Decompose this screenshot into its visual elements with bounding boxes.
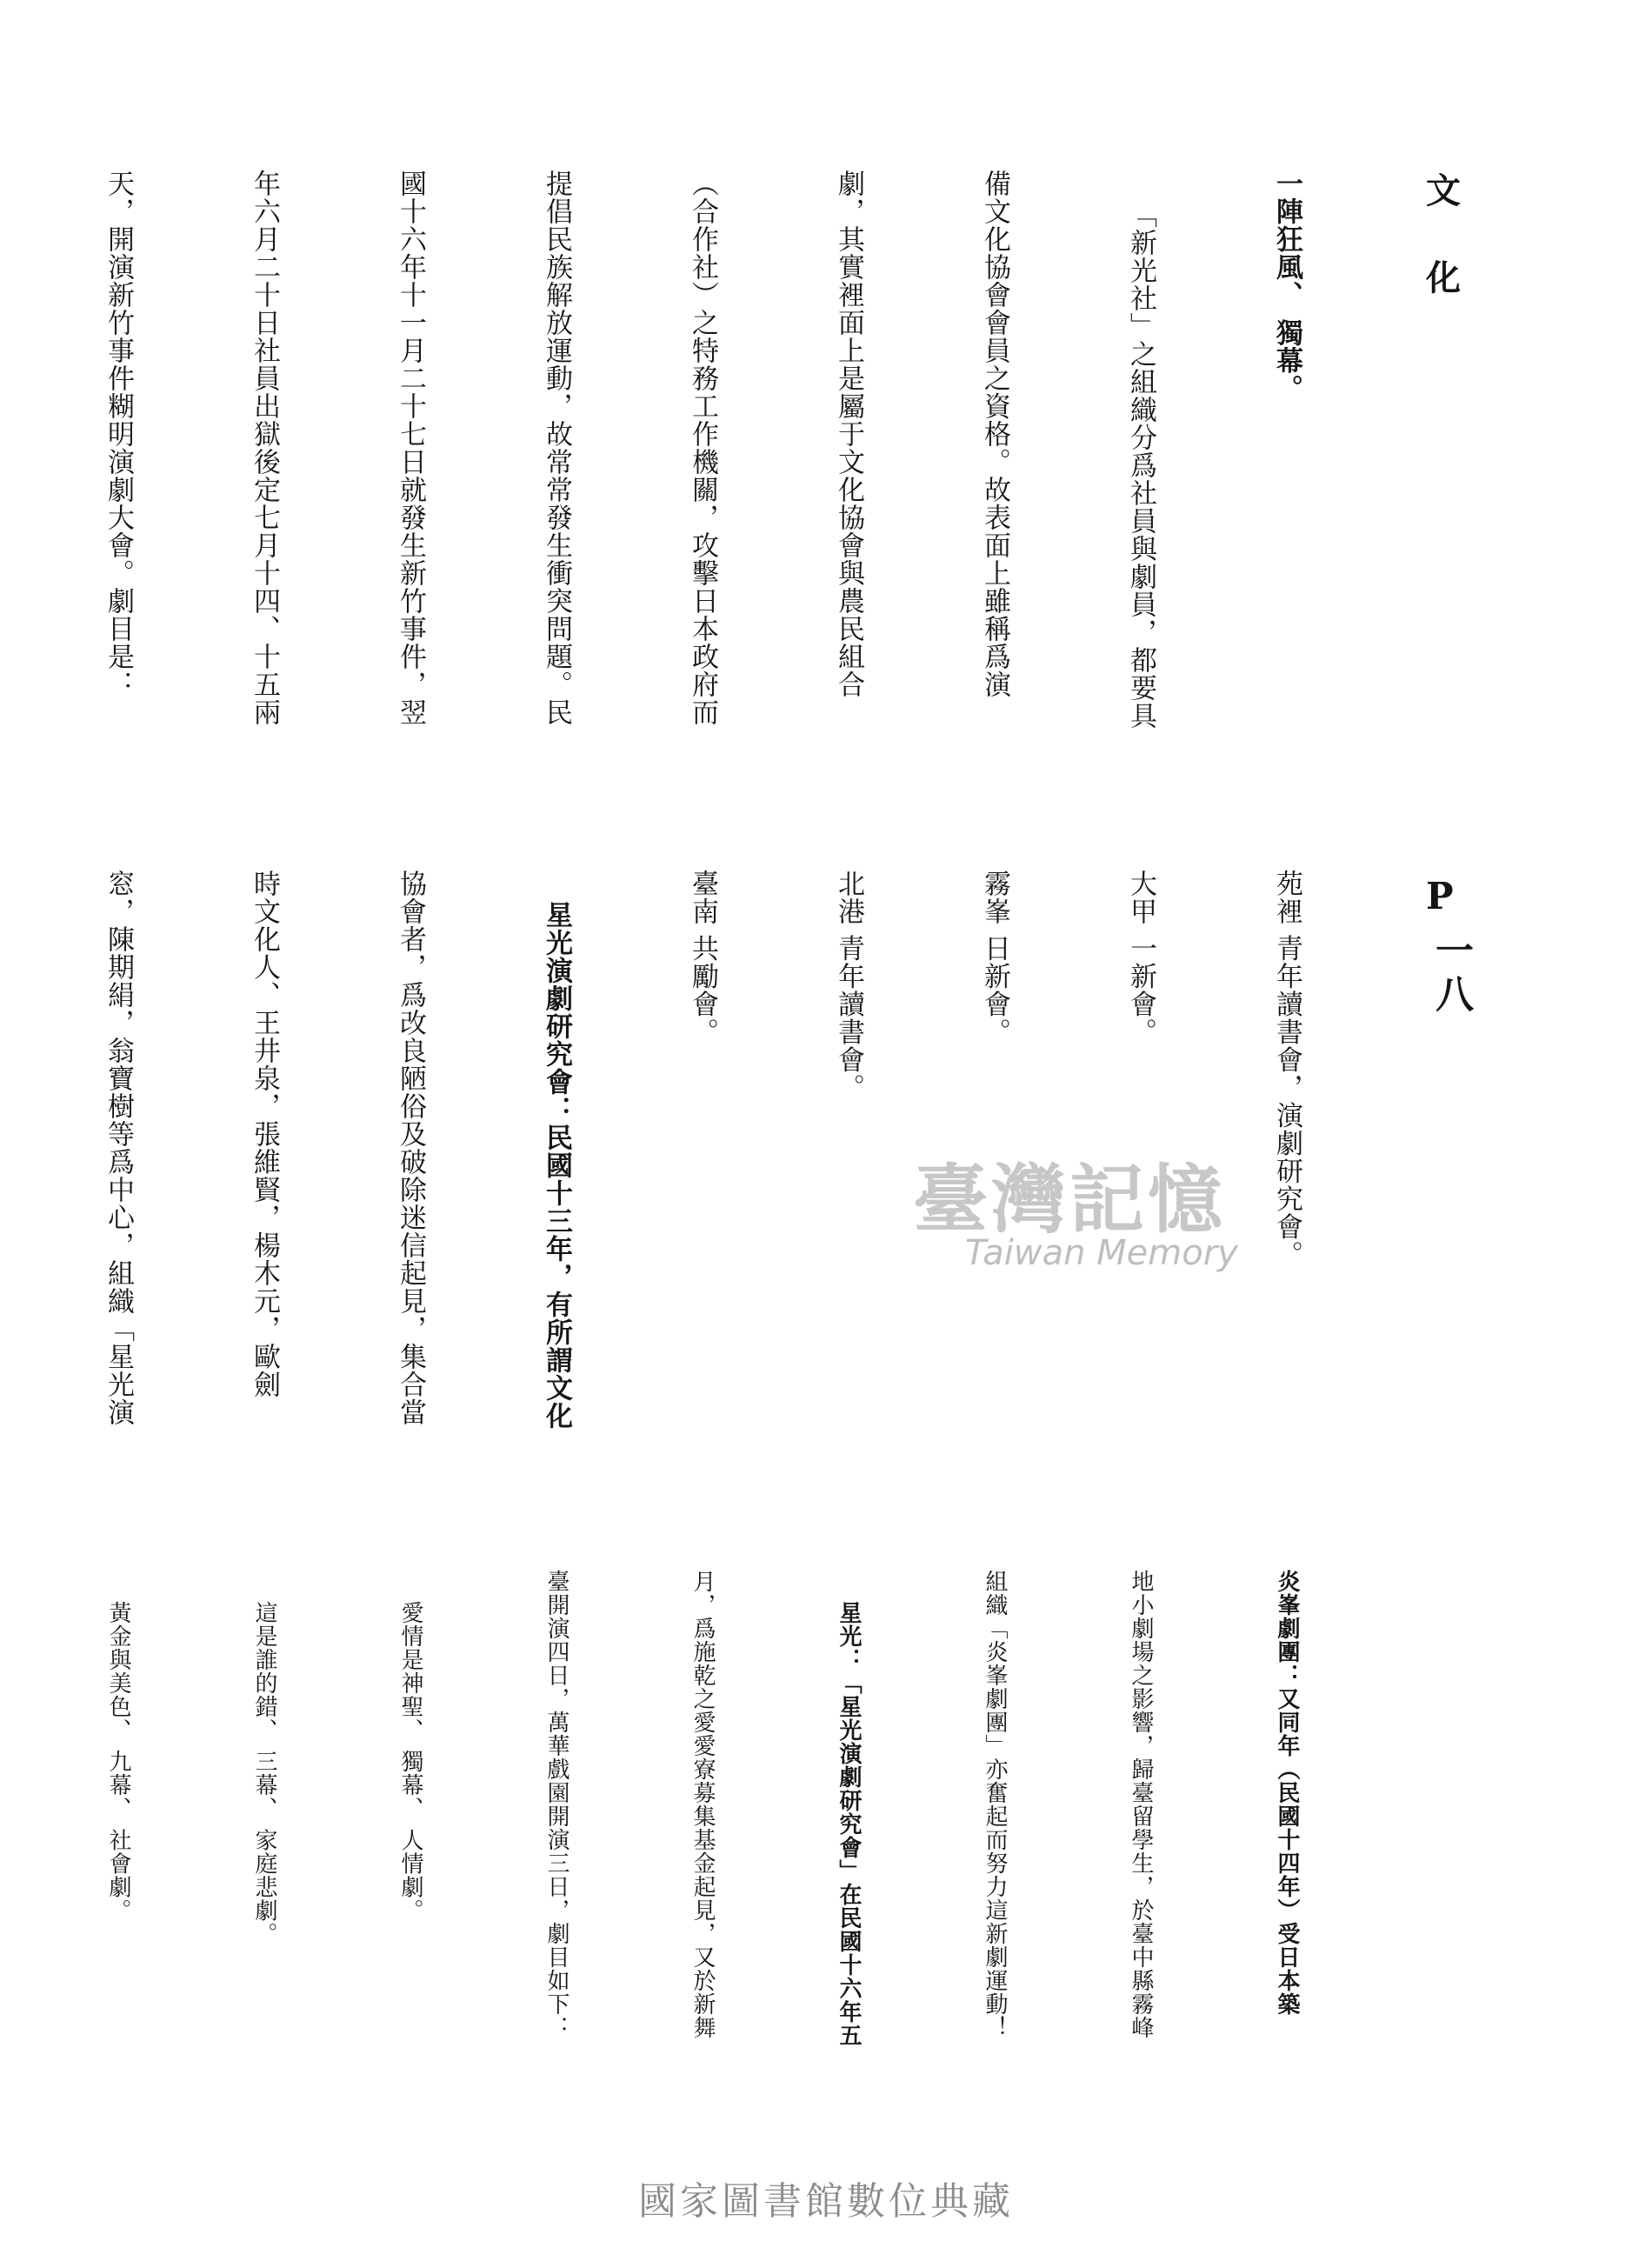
watermark-chinese-text: 臺灣記憶 <box>913 1156 1226 1244</box>
text-line: 時文化人、王井泉，張維賢，楊木元，歐劍 <box>249 870 280 1398</box>
text-line: 大甲 一新會。 <box>1125 870 1156 1046</box>
text-line: 星光演劇研究會：民國十三年，有所謂文化 <box>541 901 572 1430</box>
text-line: 年六月二十日社員出獄後定七月十四、十五兩 <box>249 170 280 726</box>
running-header-culture-1: 文 <box>1426 170 1461 211</box>
watermark-english-text: Taiwan Memory <box>965 1233 1238 1273</box>
section-new-light-society <box>103 170 1409 839</box>
text-line: 這是誰的錯、 三幕、 家庭悲劇。 <box>251 1601 277 1946</box>
text-line: 愛情是神聖、 獨幕、 人情劇。 <box>397 1601 423 1923</box>
text-line: 國十六年十一月二十七日就發生新竹事件，翌 <box>395 170 426 726</box>
page-letter: P <box>1426 875 1454 917</box>
text-line: 協會者，爲改良陋俗及破除迷信起見，集合當 <box>395 870 426 1426</box>
text-line: （合作社）之特務工作機關，攻擊日本政府而 <box>687 170 718 726</box>
section-later-troupes <box>105 1570 1409 2144</box>
text-line: 劇，其實裡面上是屬于文化協會與農民組合 <box>833 170 864 698</box>
text-line: 炎峯劇團：又同年（民國十四年）受日本築 <box>1274 1570 1300 2016</box>
taiwan-memory-watermark <box>913 1139 1287 1287</box>
text-line: 苑裡 青年讀書會，演劇研究會。 <box>1271 870 1302 1269</box>
page-number: 一八 <box>1429 930 1473 1017</box>
text-line: 「新光社」之組織分爲社員與劇員，都要具 <box>1125 201 1156 730</box>
text-line: 地小劇場之影響，歸臺留學生，於臺中縣霧峰 <box>1128 1570 1154 2039</box>
text-line: 組織「炎峯劇團」亦奮起而努力這新劇運動！ <box>982 1570 1008 2039</box>
text-line: 霧峯 日新會。 <box>979 870 1010 1046</box>
running-header-culture-2: 化 <box>1426 257 1461 298</box>
text-line: 北港 青年讀書會。 <box>833 870 864 1102</box>
text-line: 一陣狂風、 獨幕。 <box>1271 170 1302 403</box>
text-line: 臺南 共勵會。 <box>687 870 718 1046</box>
digital-archive-footer: 國家圖書館數位典藏 <box>638 2179 1014 2224</box>
text-line: 天，開演新竹事件糊明演劇大會。劇目是： <box>103 170 134 698</box>
text-line: 臺開演四日，萬華戲園開演三日，劇目如下： <box>543 1570 570 2039</box>
text-line: 月，爲施乾之愛愛寮募集基金起見，又於新舞 <box>689 1570 716 2039</box>
text-line: 黃金與美色、 九幕、 社會劇。 <box>105 1601 131 1923</box>
text-line: 提倡民族解放運動，故常常發生衝突問題。民 <box>541 170 572 726</box>
text-line: 窓，陳期絹，翁寶樹等爲中心，組織「星光演 <box>103 870 134 1426</box>
text-line: 星光：「星光演劇研究會」在民國十六年五 <box>836 1601 862 2047</box>
text-line: 備文化協會會員之資格。故表面上雖稱爲演 <box>979 170 1010 698</box>
